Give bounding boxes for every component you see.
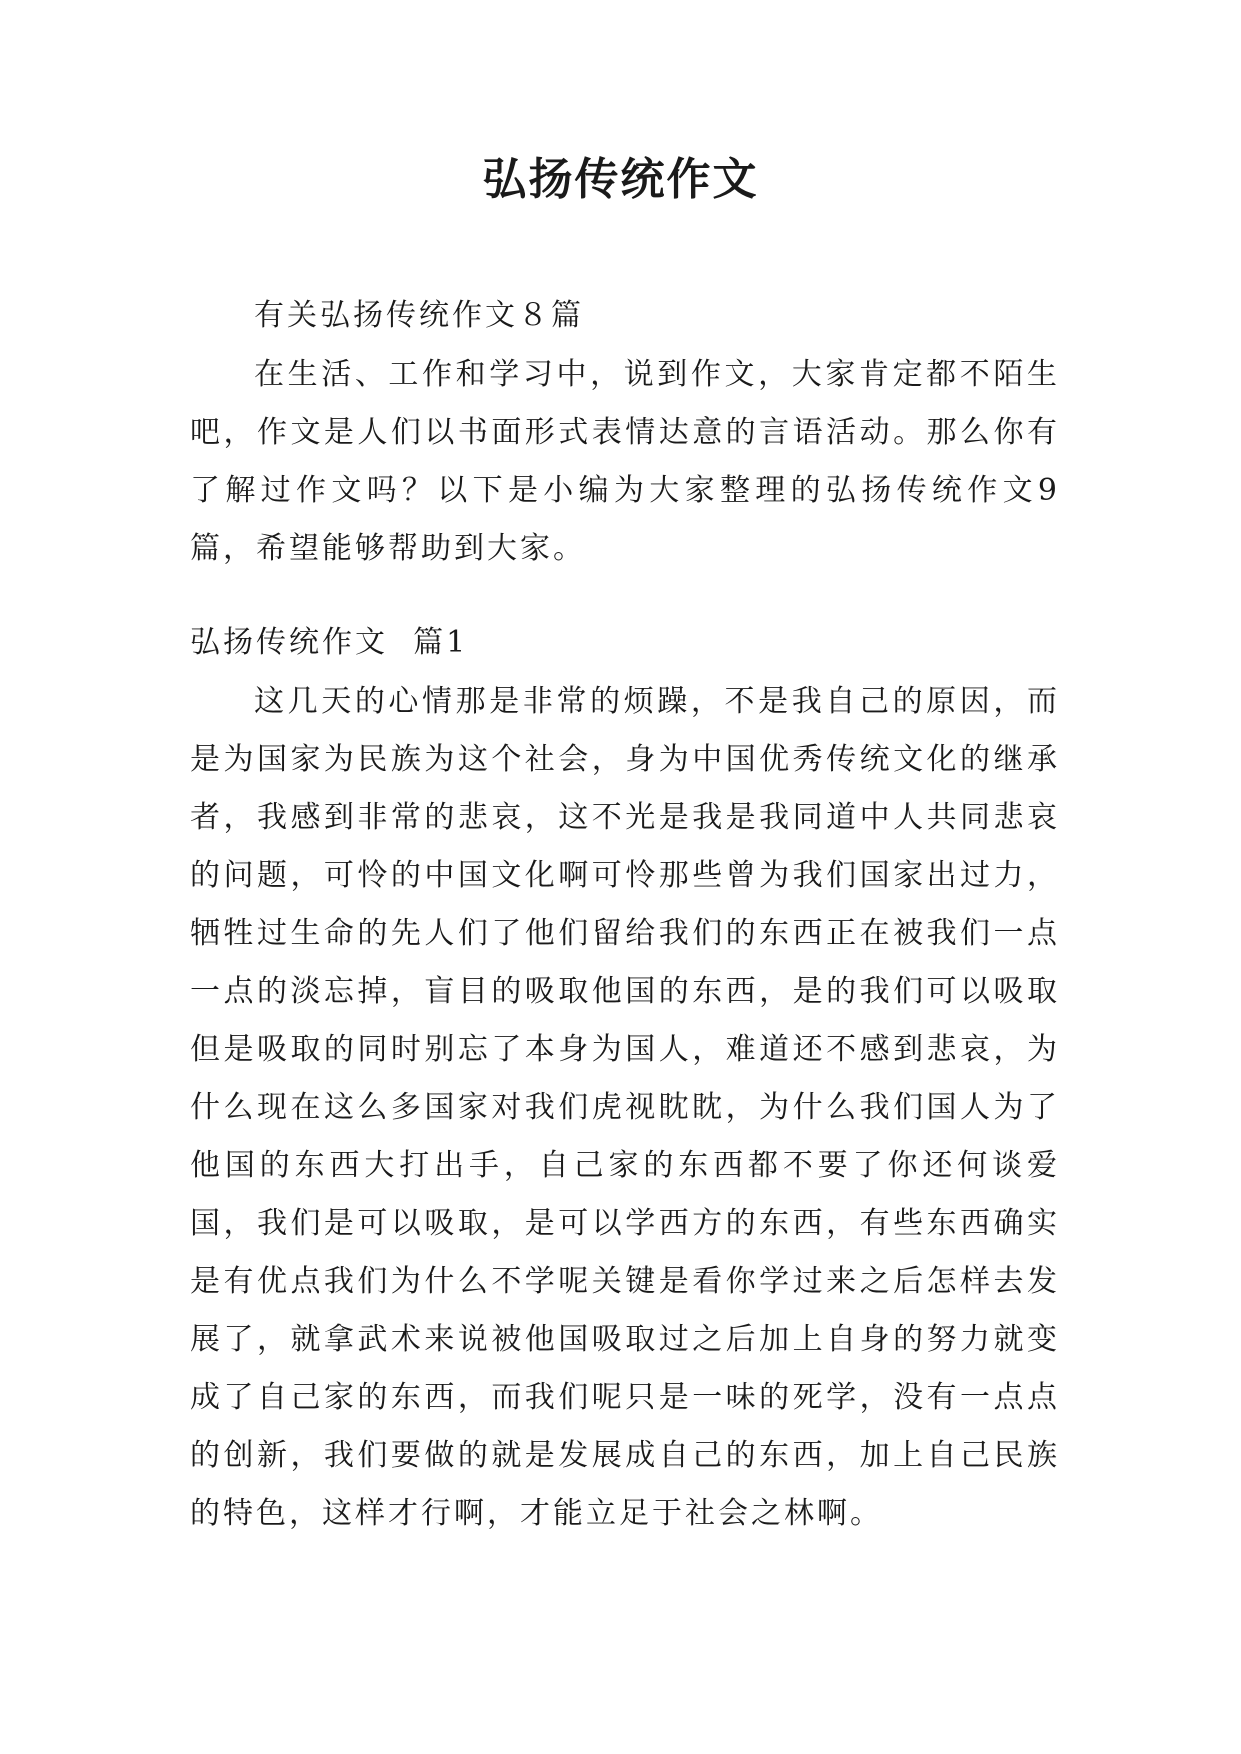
- intro-heading: 有关弘扬传统作文８篇: [254, 298, 584, 333]
- section-heading: 弘扬传统作文 篇1: [190, 625, 469, 660]
- section-paragraph: 这几天的心情那是非常的烦躁，不是我自己的原因，而是为国家为民族为这个社会，身为中国优秀传统文化的继承者，我感到非常的悲哀，这不光是我是我同道中人共同悲哀的问题，可怜的中国文化啊可怜那些曾为我们国家出过力，牺牲过生命的先人们了他们留给我们的东西正在被我们一点一点的淡忘掉，盲目的吸取他国的东西，是的我们可以吸取但是吸取的同时别忘了本身为国人，难道还不感到悲哀，为什么现在这么多国家对我们虎视眈眈，为什么我们国人为了他国的东西大打出手，自己家的东西都不要了你还何谈爱国，我们是可以吸取，是可以学西方的东西，有些东西确实是有优点我们为什么不学呢关键是看你学过来之后怎样去发展了，就拿武术来说被他国吸取过之后加上自身的努力就变成了自己家的东西，而我们呢只是一味的死学，没有一点点的创新，我们要做的就是发展成自己的东西，加上自己民族的特色，这样才行啊，才能立足于社会之林啊。: [190, 684, 1060, 1531]
- intro-paragraph: 在生活、工作和学习中，说到作文，大家肯定都不陌生吧，作文是人们以书面形式表情达意的言语活动。那么你有了解过作文吗？以下是小编为大家整理的弘扬传统作文9篇，希望能够帮助到大家。: [190, 357, 1060, 566]
- document-title: 弘扬传统作文: [482, 154, 759, 205]
